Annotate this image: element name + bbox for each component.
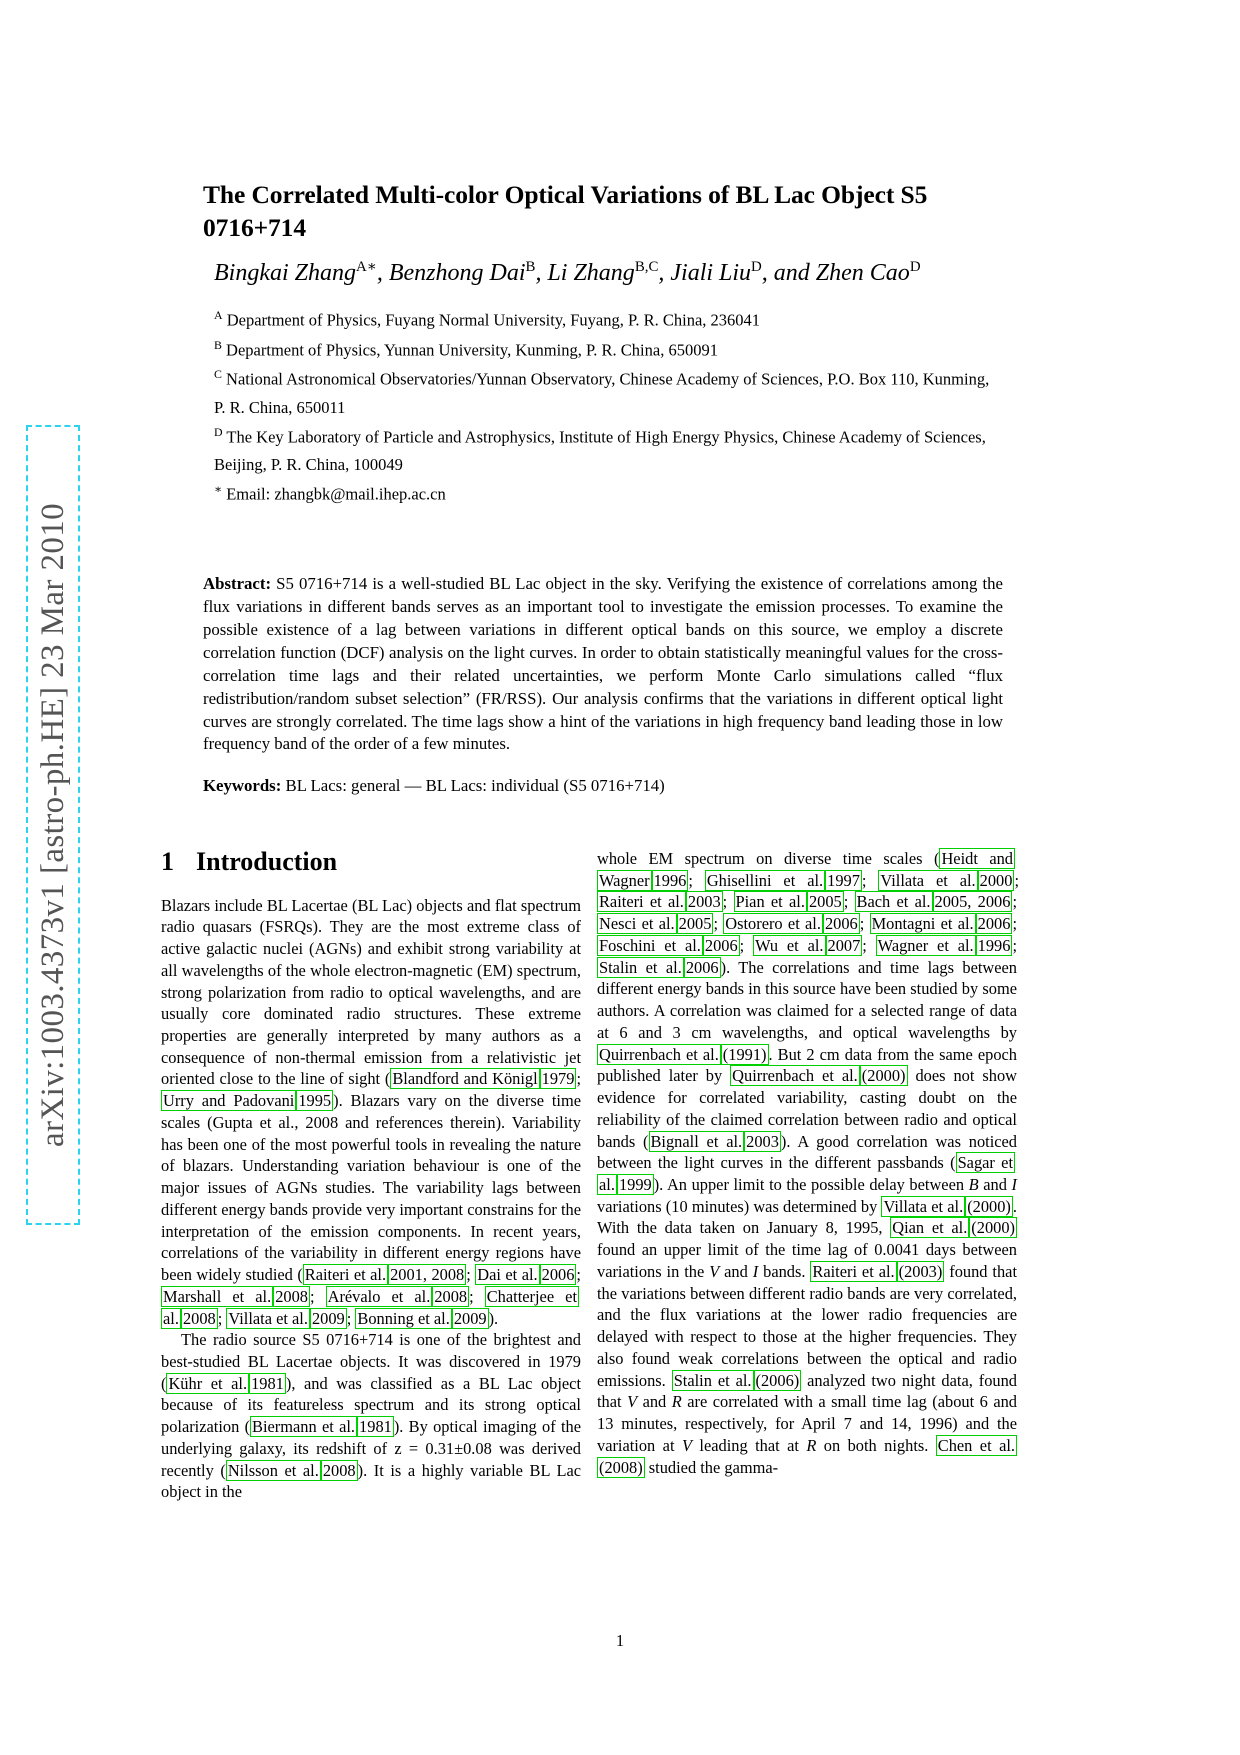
text-run: ). It is a highly variable BL Lac object in the xyxy=(161,1460,582,1502)
author-name-2: , Benzhong Dai xyxy=(376,260,526,286)
author-name-5: , and Zhen Cao xyxy=(761,260,910,286)
text-run: ; xyxy=(469,1286,485,1306)
citation-link-stalin-2006b-year[interactable]: (2006) xyxy=(755,1370,800,1390)
keywords-block xyxy=(203,775,1003,798)
text-run: ; xyxy=(859,914,870,934)
text-run: bands. xyxy=(758,1261,811,1281)
citation-link-chen[interactable]: Chen et al. xyxy=(937,1435,1015,1455)
citation-link-villata-year[interactable]: 2009 xyxy=(311,1308,345,1328)
citation-link-nesci[interactable]: Nesci et al. xyxy=(599,914,675,934)
math-symbol-v3: V xyxy=(627,1392,638,1412)
citation-link-urry-padovani-year[interactable]: 1995 xyxy=(298,1091,332,1111)
text-run: Blazars include BL Lacertae (BL Lac) objects and flat spectrum radio quasars (FSRQs). They are the most extreme class of active galactic nuclei (AGNs) and exhibit strong variability at all wavelengths of the whole electron-magnetic (EM) spectrum, strong polarization from radio to optical wavelengths, and are usually core dominated radio structures. These extreme properties are generally interpreted by many authors as a consequence of non-thermal emission from a relativistic jet oriented close to the line of sight ( xyxy=(161,895,581,1089)
citation-link-pian-year[interactable]: 2005 xyxy=(808,892,842,912)
citation-link-wagner[interactable]: Wagner et al. xyxy=(877,935,974,955)
affiliation-mark-b: B xyxy=(214,337,222,352)
text-run: does not show evidence for correlated variability, casting doubt on the reliability of the claimed correlation between radio and optical bands ( xyxy=(597,1066,1018,1151)
text-run: ; xyxy=(309,1286,326,1306)
citation-link-wu-year[interactable]: 2007 xyxy=(827,935,861,955)
author-name-4: , Jiali Liu xyxy=(658,260,752,286)
affiliation-a xyxy=(214,305,1004,335)
author-sup-4: D xyxy=(751,259,762,275)
math-symbol-v: V xyxy=(709,1261,720,1281)
citation-link-montagni[interactable]: Montagni et al. xyxy=(871,914,974,934)
citation-link-villata-2000-year[interactable]: 2000 xyxy=(979,870,1013,890)
paragraph-whole-em-spectrum xyxy=(597,848,1017,1478)
citation-link-stalin-2006-year[interactable]: 2006 xyxy=(685,957,719,977)
citation-link-quirrenbach-1991-year[interactable]: (1991) xyxy=(722,1044,767,1064)
section-number: 1 xyxy=(161,847,174,876)
citation-link-raiteri-2003[interactable]: Raiteri et al. xyxy=(599,892,684,912)
text-run: ). Blazars vary on the diverse time scales (Gupta et al., 2008 and references therein). Variability has been one of the most powerful tools in revealing the nature of blazars. Understanding variation behaviour is one of the major issues of AGNs studies. The variability lags between different energy bands provide very important constrains for the interpretation of the emission components. In recent years, correlations of the variability in different energy regions have been widely studied ( xyxy=(161,1091,581,1285)
text-run: ), and was classified as a BL Lac object because of its featureless spectrum and its strong optical polarization ( xyxy=(161,1373,581,1437)
text-run: studied the gamma- xyxy=(644,1457,779,1477)
text-run: ). xyxy=(488,1308,499,1328)
title-block xyxy=(203,178,993,244)
paragraph-radio-source xyxy=(161,1329,581,1503)
citation-link-villata[interactable]: Villata et al. xyxy=(228,1308,308,1328)
text-run: ; xyxy=(722,892,734,912)
body-columns xyxy=(161,848,1079,1538)
citation-link-arevalo[interactable]: Arévalo et al. xyxy=(327,1286,431,1306)
citation-link-dai-year[interactable]: 2006 xyxy=(541,1265,575,1285)
affiliation-text-c: National Astronomical Observatories/Yunnan Observatory, Chinese Academy of Sciences, P.O. Box 110, Kunming, P. R. China, 650011 xyxy=(214,369,990,417)
author-list xyxy=(214,258,1014,289)
citation-link-quirrenbach-2000[interactable]: Quirrenbach et al. xyxy=(732,1066,858,1086)
affiliation-mark-c: C xyxy=(214,367,222,382)
citation-link-chatterjee-year[interactable]: 2008 xyxy=(182,1308,216,1328)
affiliation-b xyxy=(214,335,1004,365)
affiliation-email xyxy=(214,479,1004,509)
citation-link-nilsson[interactable]: Nilsson et al. xyxy=(227,1460,319,1480)
citation-link-foschini-year[interactable]: 2006 xyxy=(704,935,738,955)
text-run: analyzed two night data, found that xyxy=(597,1370,1017,1412)
citation-link-ghisellini[interactable]: Ghisellini et al. xyxy=(706,870,824,890)
citation-link-foschini[interactable]: Foschini et al. xyxy=(599,935,701,955)
text-run: ; xyxy=(1014,870,1019,890)
citation-link-marshall[interactable]: Marshall et al. xyxy=(163,1286,272,1306)
affiliation-mark-d: D xyxy=(214,424,223,439)
abstract-label: Abstract: xyxy=(203,574,272,593)
text-run: variations (10 minutes) was determined by xyxy=(597,1196,882,1216)
paragraph-blazars xyxy=(161,895,581,1330)
citation-link-biermann-year[interactable]: 1981 xyxy=(359,1417,392,1437)
text-run: ; xyxy=(861,870,879,890)
paper-title: The Correlated Multi-color Optical Variations of BL Lac Object S5 0716+714 xyxy=(203,180,928,243)
citation-link-montagni-year[interactable]: 2006 xyxy=(977,914,1011,934)
text-run: found that the variations between different radio bands are very correlated, and the flux variations at the lower radio frequencies are delayed with respect to those at the higher frequencies. They also found weak correlations between the optical and radio emissions. xyxy=(597,1261,1017,1390)
text-run: ; xyxy=(217,1308,227,1328)
text-run: ). A good correlation was noticed between the light curves in the different passbands ( xyxy=(597,1131,1017,1173)
citation-link-heidt-wagner-year[interactable]: 1996 xyxy=(653,870,687,890)
math-symbol-r: R xyxy=(671,1392,682,1412)
text-run: ; xyxy=(739,935,754,955)
text-run: and xyxy=(637,1392,672,1412)
text-run: are correlated with a small time lag (about 6 and 13 minutes, respectively, for April 7 and 14, 1996) and the variation at xyxy=(597,1392,1017,1455)
text-run: ; xyxy=(688,870,705,890)
math-symbol-b: B xyxy=(968,1175,979,1195)
author-sup-1: A∗ xyxy=(356,259,377,275)
text-run: . With the data taken on January 8, 1995, xyxy=(597,1196,1017,1238)
citation-link-sagar-year[interactable]: 1999 xyxy=(618,1175,652,1195)
affiliation-d xyxy=(214,422,1004,480)
text-run: ; xyxy=(862,935,876,955)
affiliation-text-d: The Key Laboratory of Particle and Astrophysics, Institute of High Energy Physics, Chinese Academy of Sciences, Beijing, P. R. China, 100049 xyxy=(214,427,986,475)
affiliation-text-b: Department of Physics, Yunnan University, Kunming, P. R. China, 650091 xyxy=(221,340,718,360)
citation-link-chatterjee[interactable]: Chatterjee et al. xyxy=(163,1286,578,1328)
citation-link-bonning-year[interactable]: 2009 xyxy=(453,1308,487,1328)
author-name-3: , Li Zhang xyxy=(535,260,635,286)
citation-link-kuhr[interactable]: Kühr et al. xyxy=(168,1373,248,1393)
citation-link-quirrenbach-1991[interactable]: Quirrenbach et al. xyxy=(599,1044,719,1064)
keywords-label: Keywords: xyxy=(203,776,282,795)
affiliation-c xyxy=(214,364,1004,422)
citation-link-nilsson-year[interactable]: 2008 xyxy=(322,1460,356,1480)
text-run: ; xyxy=(576,1265,581,1285)
column-left xyxy=(161,848,581,1503)
citation-link-biermann[interactable]: Biermann et al. xyxy=(252,1417,356,1437)
text-run: and xyxy=(719,1261,753,1281)
page-number: 1 xyxy=(615,1631,625,1650)
column-right xyxy=(597,848,1017,1478)
citation-link-bonning[interactable]: Bonning et al. xyxy=(357,1308,450,1328)
keywords-text: BL Lacs: general — BL Lacs: individual (S5 0716+714) xyxy=(281,776,665,795)
citation-link-ostorero[interactable]: Ostorero et al. xyxy=(725,914,821,934)
citation-link-arevalo-year[interactable]: 2008 xyxy=(434,1286,468,1306)
citation-link-marshall-year[interactable]: 2008 xyxy=(275,1286,308,1306)
citation-link-raiteri[interactable]: Raiteri et al. xyxy=(304,1265,387,1285)
text-run: found an upper limit of the time lag of 0.0041 days between variations in the xyxy=(597,1240,1017,1281)
affiliation-mark-a: A xyxy=(214,308,223,322)
citation-link-wagner-year[interactable]: 1996 xyxy=(977,935,1011,955)
text-run: and xyxy=(978,1175,1012,1195)
section-heading-introduction xyxy=(161,848,581,877)
author-name-1: Bingkai Zhang xyxy=(214,260,356,286)
citation-link-raiteri-2003-year[interactable]: 2003 xyxy=(687,892,721,912)
citation-link-bach-year[interactable]: 2005, 2006 xyxy=(934,892,1011,912)
citation-link-villata-2000b[interactable]: Villata et al. xyxy=(883,1196,964,1216)
citation-link-stalin-2006b[interactable]: Stalin et al. xyxy=(673,1370,752,1390)
citation-link-qian-year[interactable]: (2000) xyxy=(971,1218,1015,1238)
citation-link-villata-2000b-year[interactable]: (2000) xyxy=(967,1196,1011,1216)
text-run: ; xyxy=(1012,892,1018,912)
text-run: ). An upper limit to the possible delay between xyxy=(653,1175,969,1195)
citation-link-wu[interactable]: Wu et al. xyxy=(755,935,824,955)
citation-link-sagar[interactable]: Sagar et al. xyxy=(599,1153,1013,1195)
text-run: . But 2 cm data from the same epoch published later by xyxy=(597,1044,1017,1086)
abstract-block xyxy=(203,573,1003,756)
affiliation-text-a: Department of Physics, Fuyang Normal University, Fuyang, P. R. China, 236041 xyxy=(222,310,761,330)
math-symbol-i: I xyxy=(1011,1175,1017,1195)
citation-link-raiteri-2003b[interactable]: Raiteri et al. xyxy=(812,1261,895,1281)
text-run: ; xyxy=(1012,914,1017,934)
text-run: ; xyxy=(843,892,855,912)
arxiv-stamp-text: arXiv:1003.4373v1 [astro-ph.HE] 23 Mar 2010 xyxy=(34,502,71,1148)
affiliation-mark-email: ∗ xyxy=(214,482,223,497)
text-run: ; xyxy=(1012,935,1017,955)
citation-link-pian[interactable]: Pian et al. xyxy=(735,892,805,912)
citation-link-chen-year[interactable]: (2008) xyxy=(599,1457,643,1477)
citation-link-ghisellini-year[interactable]: 1997 xyxy=(827,870,860,890)
citation-link-raiteri-year[interactable]: 2001, 2008 xyxy=(390,1265,465,1285)
citation-link-nesci-year[interactable]: 2005 xyxy=(678,914,712,934)
text-run: The radio source S5 0716+714 is one of the brightest and best-studied BL Lacertae objects. It was discovered in 1979 ( xyxy=(161,1330,581,1393)
citation-link-quirrenbach-2000-year[interactable]: (2000) xyxy=(861,1066,906,1086)
author-sup-5: D xyxy=(909,259,921,275)
citation-link-raiteri-2003b-year[interactable]: (2003) xyxy=(898,1261,943,1281)
text-run: ; xyxy=(466,1265,476,1285)
citation-link-kuhr-year[interactable]: 1981 xyxy=(251,1373,284,1393)
citation-link-blandford-konigl-year[interactable]: 1979 xyxy=(541,1069,575,1089)
citation-link-qian[interactable]: Qian et al. xyxy=(892,1218,968,1238)
citation-link-blandford-konigl[interactable]: Blandford and Königl xyxy=(392,1069,538,1089)
citation-link-bignall[interactable]: Bignall et al. xyxy=(650,1131,743,1151)
citation-link-urry-padovani[interactable]: Urry and Padovani xyxy=(163,1091,295,1111)
text-run: on both nights. xyxy=(816,1435,936,1455)
affiliation-list xyxy=(214,305,1004,509)
text-run: ; xyxy=(346,1308,356,1328)
abstract-text: S5 0716+714 is a well-studied BL Lac object in the sky. Verifying the existence of correlations among the flux variations in different bands serves as an important tool to investigate the emission processes. To examine the possible existence of a lag between variations in different optical bands on this source, we employ a discrete correlation function (DCF) analysis on the light curves. In order to obtain statistically meaningful values for the cross-correlation time lags and their related uncertainties, we perform Monte Carlo simulations called “flux redistribution/random subset selection” (FR/RSS). Our analysis confirms that the variations in different optical light curves are strongly correlated. The time lags show a hint of the variations in high frequency band leading those in low frequency band of the order of a few minutes. xyxy=(203,574,1003,754)
author-sup-2: B xyxy=(525,259,536,275)
text-run: ). By optical imaging of the underlying galaxy, its redshift of z = 0.31±0.08 was derived recently ( xyxy=(161,1417,582,1480)
citation-link-ostorero-year[interactable]: 2006 xyxy=(824,914,858,934)
text-run: ). The correlations and time lags between different energy bands in this source have been studied by some authors. A correlation was claimed for a selected range of data at 6 and 3 cm wavelengths, and optical wavelengths by xyxy=(597,957,1017,1042)
citation-link-dai[interactable]: Dai et al. xyxy=(477,1265,538,1285)
citation-link-bach[interactable]: Bach et al. xyxy=(856,892,931,912)
text-run: ; xyxy=(713,914,724,934)
affiliation-text-email: Email: zhangbk@mail.ihep.ac.cn xyxy=(222,484,446,504)
citation-link-heidt-wagner[interactable]: Heidt and Wagner xyxy=(599,849,1014,890)
math-symbol-i2: I xyxy=(752,1261,759,1281)
math-symbol-v4: V xyxy=(681,1435,692,1455)
citation-link-bignall-year[interactable]: 2003 xyxy=(746,1131,779,1151)
text-run: whole EM spectrum on diverse time scales ( xyxy=(597,849,940,868)
author-sup-3: B,C xyxy=(634,259,659,275)
text-run: leading that at xyxy=(691,1435,807,1455)
math-symbol-r2: R xyxy=(806,1435,817,1455)
citation-link-villata-2000[interactable]: Villata et al. xyxy=(880,870,976,890)
text-run: ; xyxy=(576,1069,581,1089)
section-title: Introduction xyxy=(196,847,338,876)
citation-link-stalin-2006[interactable]: Stalin et al. xyxy=(599,957,682,977)
